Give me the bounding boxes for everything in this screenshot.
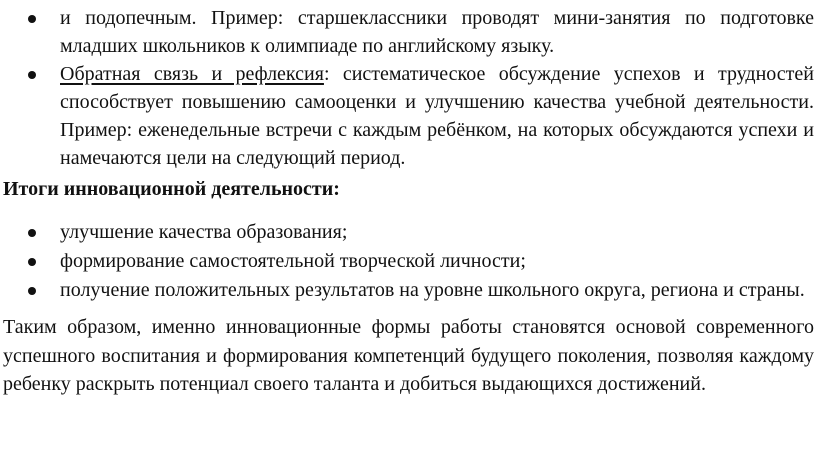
bullet-icon	[28, 15, 36, 23]
bullet-icon	[28, 287, 36, 295]
section-heading: Итоги инновационной деятельности:	[3, 178, 340, 200]
list-item-text: и подопечным. Пример: старшеклассники проводят мини-занятия по подготовке младших школьников к олимпиаде по английскому языку.	[60, 7, 814, 57]
list-item-result-2	[60, 247, 814, 275]
list-item-result-1	[60, 218, 814, 246]
list-item-peer-tutoring	[60, 4, 814, 60]
list-item-result-3	[60, 276, 814, 304]
list-item-text: формирование самостоятельной творческой личности;	[60, 250, 526, 272]
list-item-text: улучшение качества образования;	[60, 221, 348, 243]
list-item-term: Обратная связь и рефлексия	[60, 63, 324, 85]
list-item-feedback	[60, 60, 814, 172]
bullet-icon	[28, 229, 36, 237]
list-item-text: получение положительных результатов на уровне школьного округа, региона и страны.	[60, 279, 805, 301]
bullet-icon	[28, 71, 36, 79]
list-item-text: : систематическое обсуждение успехов и трудностей способствует повышению самооценки и улучшению качества учебной деятельности. Пример: еженедельные встречи с каждым ребёнком, на которых обсуждаются успехи и намечаются цели на следующий период.	[60, 63, 814, 169]
bullet-icon	[28, 258, 36, 266]
conclusion-paragraph: Таким образом, именно инновационные формы работы становятся основой современного успешного воспитания и формирования компетенций будущего поколения, позволяя каждому ребенку раскрыть потенциал своего таланта и добиться выдающихся достижений.	[3, 316, 814, 395]
